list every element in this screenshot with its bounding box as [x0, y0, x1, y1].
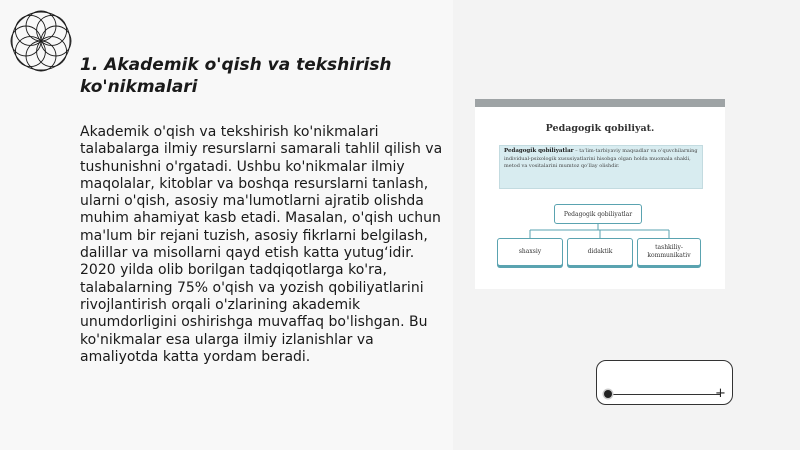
slide-title: 1. Akademik o'qish va tekshirish ko'nikmalari	[80, 55, 392, 97]
dot-icon[interactable]	[604, 390, 612, 398]
definition-text: – ta’lim-tarbiyaviy maqsadlar va o‘quvchilarning individual-psixologik xususiyatlarini hisobga olgan holda muomala shakli, metod va vositalarini mumtoz qo‘llay olishdir.	[504, 148, 698, 169]
diagram-image	[475, 99, 725, 289]
timeline-widget[interactable]	[596, 360, 733, 405]
diagram-title: Pedagogik qobiliyat.	[545, 123, 655, 134]
diagram-child-node: tashkiliy- kommunikativ	[637, 238, 701, 266]
slide-body-text: Akademik o'qish va tekshirish ko'nikmalari talabalarga ilmiy resurslarni samarali tahlil qilish va tushunishni o'rgatadi. Ushbu ko'nikmalar ilmiy maqolalar, kitoblar va boshqa resurslarni tanlash, ularni o'qish, asosiy ma'lumotlarni ajratib olishda muhim ahamiyat kasb etadi. Masalan, o'qish uchun ma'lum bir rejani tuzish, asosiy fikrlarni belgilash, dalillar va misollarni qayd etish katta yutug‘idir. 2020 yilda olib borilgan tadqiqotlarga ko'ra, talabalarning 75% o'qish va yozish qobiliyatlarini rivojlantirish orqali o'zlarining akademik unumdorligini oshirishga muvaffaq bo'lishgan. Bu ko'nikmalar esa ularga ilmiy izlanishlar va amaliyotda katta yordam beradi.	[80, 124, 443, 365]
diagram-root-node: Pedagogik qobiliyatlar	[554, 204, 642, 224]
timeline-line	[608, 394, 720, 395]
definition-term: Pedagogik qobiliyatlar	[504, 148, 574, 154]
spirograph-circle-icon	[0, 0, 82, 82]
diagram-child-node: didaktik	[567, 238, 633, 266]
plus-icon[interactable]: +	[715, 386, 726, 401]
diagram-child-node: shaxsiy	[497, 238, 563, 266]
